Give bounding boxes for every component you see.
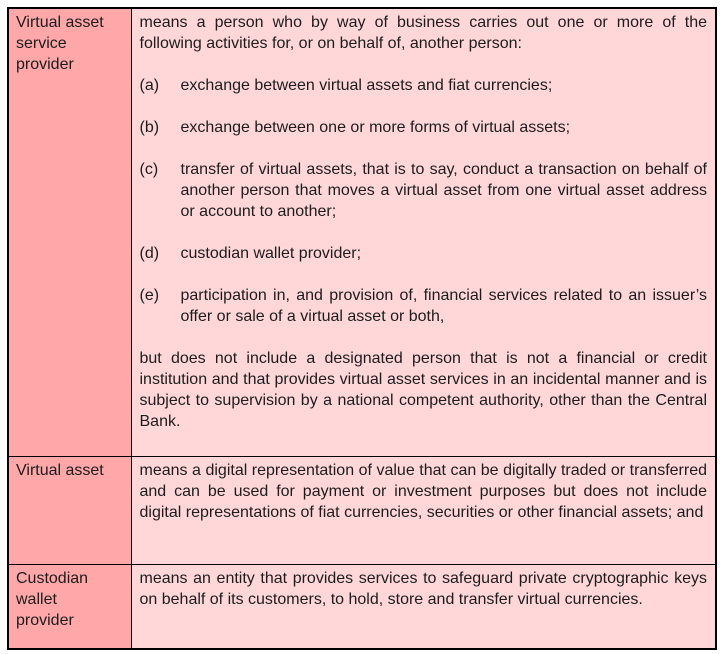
item-label: (a) — [139, 77, 160, 94]
definition-item-d — [140, 243, 708, 264]
definition-item-e — [140, 285, 708, 327]
table-row — [8, 457, 716, 565]
definition-cell — [131, 565, 716, 649]
item-text: exchange between virtual assets and fiat currencies; — [180, 77, 553, 94]
definition-intro: means an entity that provides services to safeguard private cryptographic keys on behalf of its customers, to hold, store and transfer virtual currencies. — [139, 570, 707, 608]
table-row — [8, 565, 716, 649]
term-cell-virtual-asset-service-provider: Virtual asset service provider — [8, 8, 131, 457]
definitions-table — [7, 7, 717, 650]
item-text: participation in, and provision of, financial services related to an issuer’s offer or sale of a virtual asset or both, — [180, 287, 707, 325]
table-row — [8, 8, 716, 457]
item-text: transfer of virtual assets, that is to say, conduct a transaction on behalf of another person that moves a virtual asset from one virtual asset address or account to another; — [180, 161, 707, 220]
definition-intro: means a digital representation of value that can be digitally traded or transferred and can be used for payment or investment purposes but does not include digital representations of fiat currencies, securities or other financial assets; and — [139, 462, 707, 521]
item-label: (b) — [139, 119, 160, 136]
term-cell-virtual-asset: Virtual asset — [8, 457, 131, 565]
item-label: (c) — [139, 161, 159, 178]
item-label: (e) — [139, 287, 160, 304]
definition-outro: but does not include a designated person that is not a financial or credit institution and that provides virtual asset services in an incidental manner and is subject to supervision by a national competent authority, other than the Central Bank. — [139, 350, 707, 430]
definition-intro: means a person who by way of business carries out one or more of the following activities for, or on behalf of, another person: — [139, 14, 707, 52]
term-cell-custodian-wallet-provider: Custodian wallet provider — [8, 565, 131, 649]
item-text: exchange between one or more forms of virtual assets; — [180, 119, 571, 136]
definition-item-a — [140, 75, 708, 96]
definition-cell — [131, 457, 716, 565]
item-label: (d) — [139, 245, 160, 262]
definition-cell — [131, 8, 716, 457]
definition-item-b — [140, 117, 708, 138]
definition-item-c — [140, 159, 708, 222]
item-text: custodian wallet provider; — [180, 245, 362, 262]
